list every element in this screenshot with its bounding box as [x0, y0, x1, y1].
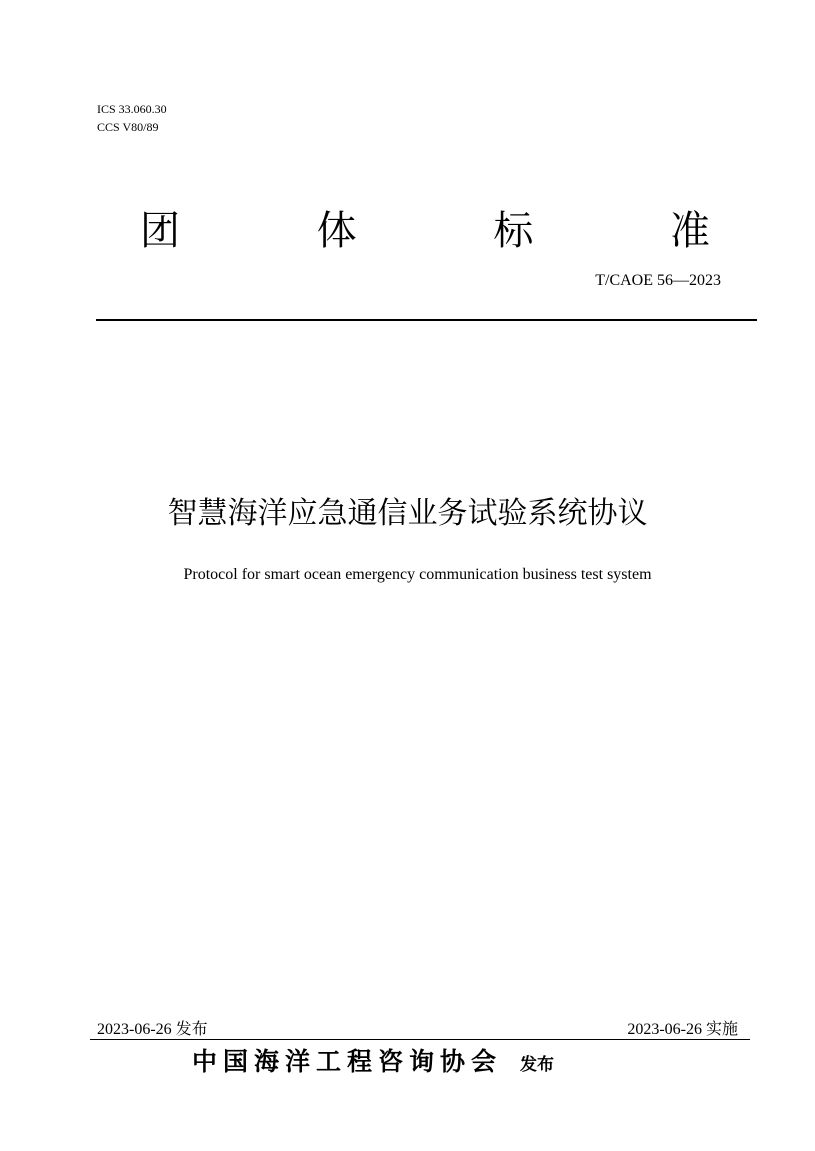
standard-type-char: 体	[316, 208, 357, 254]
publish-date: 2023-06-26 发布	[97, 1021, 208, 1038]
standard-number: T/CAOE 56—2023	[595, 272, 721, 289]
bottom-divider	[90, 1039, 750, 1040]
issuer-line	[192, 1042, 554, 1078]
document-title-chinese: 智慧海洋应急通信业务试验系统协议	[167, 496, 648, 531]
implementation-date: 2023-06-26 实施	[627, 1021, 738, 1038]
standard-type-char: 标	[493, 208, 534, 254]
issuer-name: 中国海洋工程咨询协会	[192, 1047, 503, 1076]
ics-code: ICS 33.060.30	[97, 102, 167, 116]
issuer-suffix: 发布	[520, 1055, 555, 1075]
standard-type-heading	[140, 205, 710, 257]
document-title-english: Protocol for smart ocean emergency communication business test system	[183, 566, 652, 583]
ccs-code: CCS V80/89	[97, 120, 159, 134]
standard-type-char: 团	[140, 208, 180, 254]
top-divider	[96, 319, 757, 321]
classification-codes	[97, 100, 167, 136]
standard-type-char: 准	[669, 208, 710, 254]
